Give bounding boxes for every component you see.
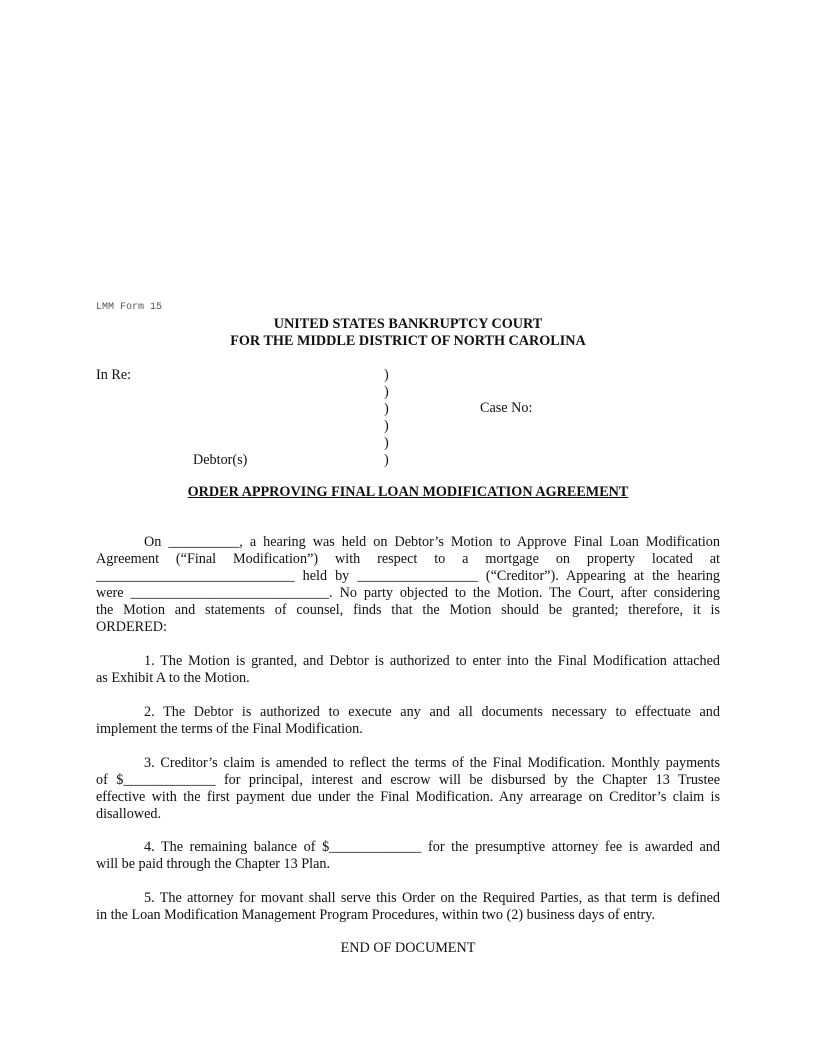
caption-paren: )	[384, 435, 389, 451]
paragraph-line: On __________, a hearing was held on Debtor’s Motion to Approve Final Loan Modification	[144, 534, 720, 550]
paragraph-line: ORDERED:	[96, 619, 167, 635]
order-paragraph-2	[96, 704, 720, 738]
paragraph-line: 3. Creditor’s claim is amended to reflect the terms of the Final Modification. Monthly payments	[144, 755, 720, 771]
paragraph-line: 5. The attorney for movant shall serve this Order on the Required Parties, as that term is defined	[144, 890, 720, 906]
caption-paren: )	[384, 452, 389, 468]
end-of-document: END OF DOCUMENT	[340, 940, 476, 956]
order-paragraph-3	[96, 755, 720, 823]
form-label: LMM Form 15	[96, 302, 163, 313]
paragraph-line: 2. The Debtor is authorized to execute any and all documents necessary to effectuate and	[144, 704, 720, 720]
paragraph-line: implement the terms of the Final Modification.	[96, 721, 363, 737]
caption-paren: )	[384, 401, 389, 417]
paragraph-line: in the Loan Modification Management Program Procedures, within two (2) business days of entry.	[96, 907, 655, 923]
paragraph-line: of $_____________ for principal, interest and escrow will be disbursed by the Chapter 13 Trustee	[96, 772, 720, 788]
paragraph-line: will be paid through the Chapter 13 Plan.	[96, 856, 331, 872]
paragraph-line: effective with the first payment due under the Final Modification. Any arrearage on Creditor’s claim is	[96, 789, 720, 805]
paragraph-line: as Exhibit A to the Motion.	[96, 670, 250, 686]
paragraph-line: disallowed.	[96, 806, 162, 822]
caption-paren: )	[384, 418, 389, 434]
paragraph-line: ____________________________ held by _________________ (“Creditor”). Appearing at the hearing	[96, 568, 720, 584]
in-re-label: In Re:	[96, 367, 132, 383]
court-name: UNITED STATES BANKRUPTCY COURT	[273, 316, 543, 332]
paragraph-line: the Motion and statements of counsel, finds that the Motion should be granted; therefore, it is	[96, 602, 720, 618]
order-paragraph-5	[96, 890, 720, 924]
paragraph-line: Agreement (“Final Modification”) with respect to a mortgage on property located at	[96, 551, 720, 567]
caption-paren: )	[384, 367, 389, 383]
case-number-label: Case No:	[480, 400, 533, 416]
order-title: ORDER APPROVING FINAL LOAN MODIFICATION AGREEMENT	[187, 484, 629, 500]
court-district: FOR THE MIDDLE DISTRICT OF NORTH CAROLINA	[230, 333, 586, 349]
caption-paren: )	[384, 384, 389, 400]
order-paragraph-4	[96, 839, 720, 873]
paragraph-line: were ____________________________. No party objected to the Motion. The Court, after considering	[96, 585, 720, 601]
paragraph-line: 1. The Motion is granted, and Debtor is authorized to enter into the Final Modification attached	[144, 653, 720, 669]
order-paragraph-1	[96, 653, 720, 687]
paragraph-line: 4. The remaining balance of $_____________ for the presumptive attorney fee is awarded and	[144, 839, 720, 855]
intro-paragraph	[96, 534, 720, 636]
debtor-label: Debtor(s)	[193, 452, 248, 468]
